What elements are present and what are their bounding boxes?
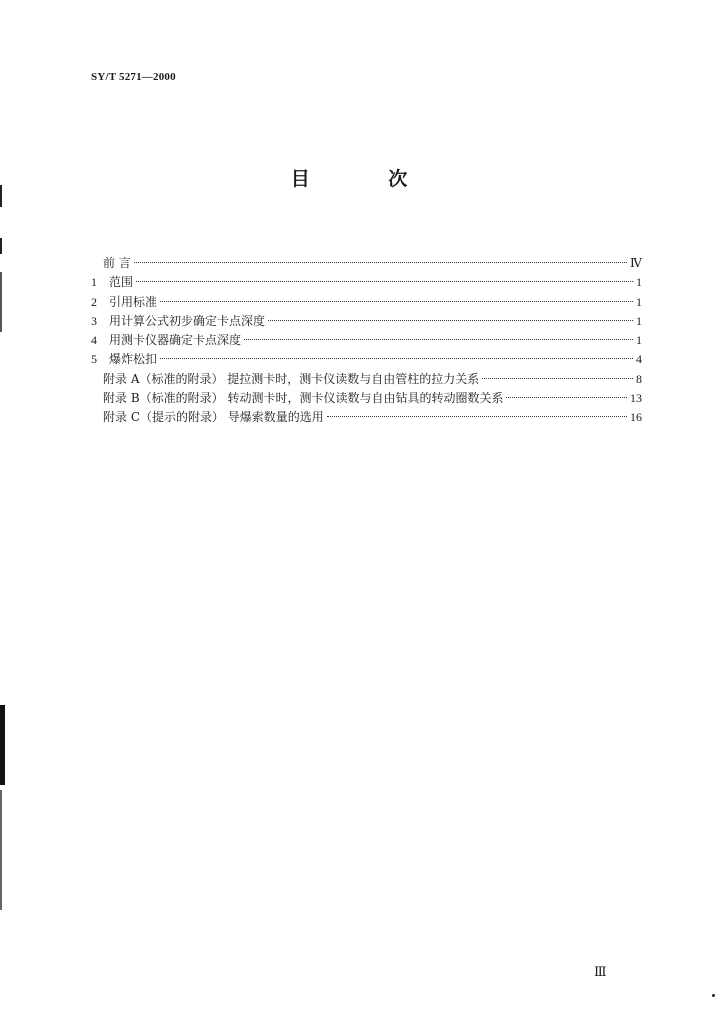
toc-entry-page: Ⅳ	[630, 256, 642, 270]
scan-edge-mark	[0, 238, 2, 254]
dot-leader	[327, 416, 627, 417]
toc-entry-title: 用计算公式初步确定卡点深度	[109, 313, 266, 328]
toc-entry-title: 附录 A（标准的附录） 提拉测卡时，测卡仪读数与自由管柱的拉力关系	[103, 371, 480, 386]
dot-leader	[482, 378, 633, 379]
dot-leader	[136, 281, 633, 282]
scan-edge-mark	[0, 185, 2, 207]
dot-leader	[268, 320, 633, 321]
toc-entry-appendix-c[interactable]	[91, 408, 642, 427]
toc-entry-title: 附录 C（提示的附录） 导爆索数量的选用	[103, 410, 324, 425]
standard-code: SY/T 5271—2000	[91, 71, 176, 83]
dot-leader	[160, 358, 633, 359]
toc-entry-explosive-backoff[interactable]	[91, 350, 642, 369]
toc-entry-page: 1	[636, 275, 642, 290]
scan-speck	[712, 994, 715, 997]
scan-edge-mark	[0, 272, 2, 332]
toc-entry-number: 3	[91, 313, 97, 328]
toc-entry-title: 附录 B（标准的附录） 转动测卡时，测卡仪读数与自由钻具的转动圈数关系	[103, 391, 504, 406]
scan-edge-mark	[0, 790, 2, 910]
toc-entry-page: 16	[630, 410, 642, 425]
toc-entry-page: 8	[636, 371, 642, 386]
toc-entry-page: 4	[636, 352, 642, 367]
dot-leader	[244, 339, 633, 340]
toc-entry-number: 4	[91, 333, 97, 348]
scan-edge-mark	[0, 705, 5, 785]
dot-leader	[160, 301, 633, 302]
toc-entry-number: 2	[91, 294, 97, 309]
toc-entry-number: 5	[91, 352, 97, 367]
table-of-contents	[91, 254, 642, 428]
toc-entry-page: 1	[636, 333, 642, 348]
toc-entry-page: 13	[630, 391, 642, 406]
toc-entry-title: 引用标准	[109, 294, 158, 309]
toc-entry-references[interactable]	[91, 293, 642, 312]
dot-leader	[134, 262, 627, 263]
toc-entry-instrument-depth[interactable]	[91, 331, 642, 350]
toc-entry-appendix-b[interactable]	[91, 389, 642, 408]
toc-entry-formula-depth[interactable]	[91, 312, 642, 331]
toc-entry-page: 1	[636, 313, 642, 328]
toc-entry-number: 1	[91, 275, 97, 290]
page-number: Ⅲ	[594, 964, 607, 979]
toc-title: 目 次	[290, 168, 444, 190]
toc-entry-appendix-a[interactable]	[91, 370, 642, 389]
toc-entry-title: 爆炸松扣	[109, 352, 158, 367]
toc-entry-page: 1	[636, 294, 642, 309]
toc-entry-title: 范围	[109, 275, 134, 290]
dot-leader	[506, 397, 627, 398]
toc-entry-title: 前 言	[103, 256, 131, 270]
toc-entry-scope[interactable]	[91, 273, 642, 292]
toc-entry-title: 用测卡仪器确定卡点深度	[109, 333, 242, 348]
toc-entry-foreword[interactable]	[91, 254, 642, 273]
